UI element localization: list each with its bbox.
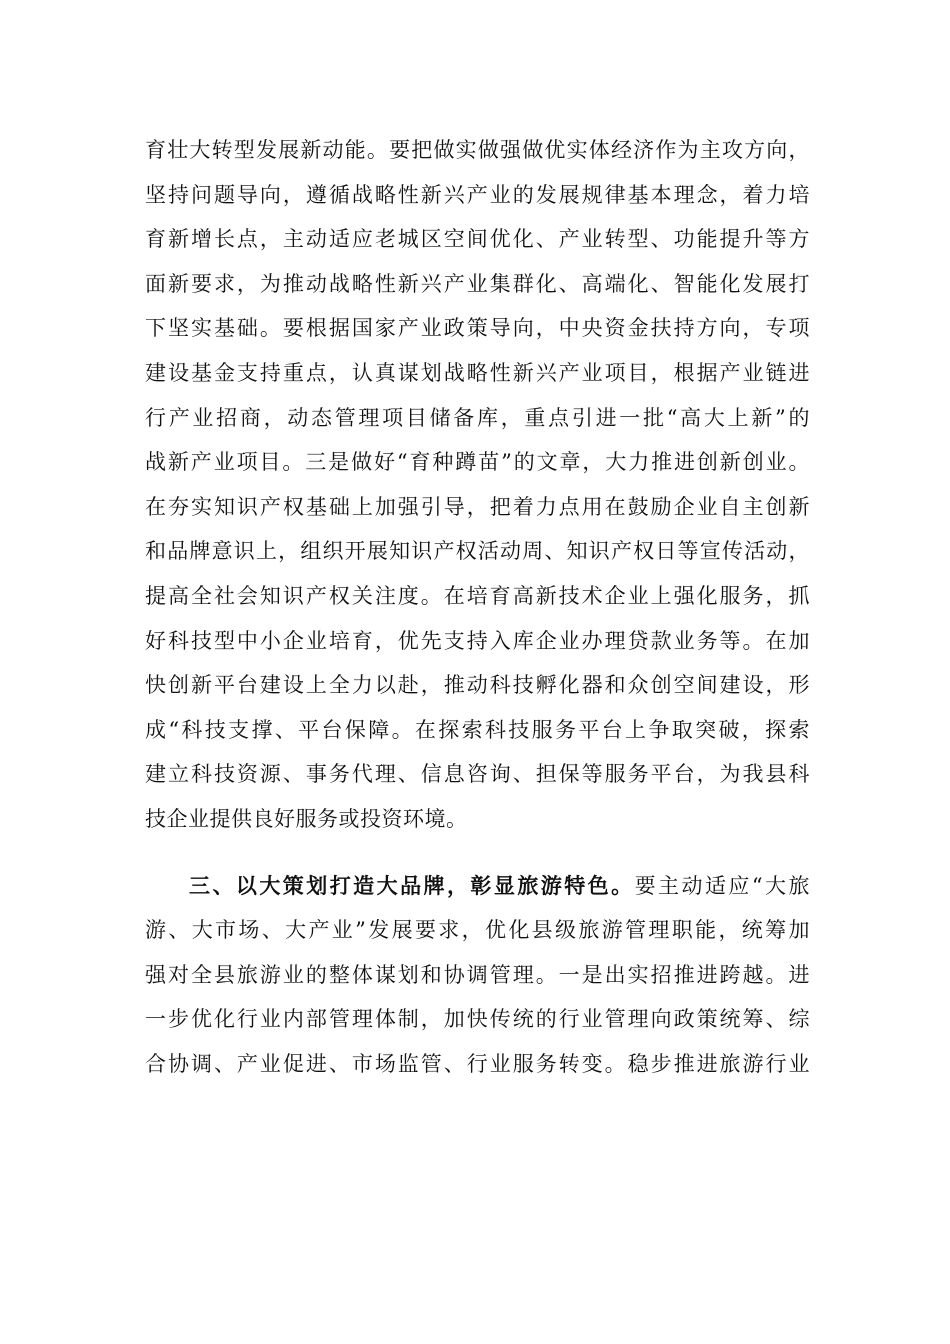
paragraph-line-rest: 要主动适应“大旅	[634, 873, 810, 898]
paragraph-line: 建设基金支持重点，认真谋划战略性新兴产业项目，根据产业链进	[145, 360, 810, 385]
paragraph-line: 提高全社会知识产权关注度。在培育高新技术企业上强化服务，抓	[145, 583, 810, 608]
paragraph-line: 好科技型中小企业培育，优先支持入库企业办理贷款业务等。在加	[145, 628, 810, 653]
paragraph-line: 育壮大转型发展新动能。要把做实做强做优实体经济作为主攻方向，	[145, 138, 810, 162]
document-body	[145, 128, 810, 1086]
paragraph-line: 一步优化行业内部管理体制，加快传统的行业管理向政策统筹、综	[145, 1007, 810, 1032]
paragraph-spacer	[145, 842, 810, 864]
paragraph-line: 面新要求，为推动战略性新兴产业集群化、高端化、智能化发展打	[145, 271, 810, 296]
paragraph-first-line	[145, 864, 810, 909]
paragraph-line: 行产业招商，动态管理项目储备库，重点引进一批“高大上新”的	[145, 405, 810, 430]
paragraph-line: 快创新平台建设上全力以赴，推动科技孵化器和众创空间建设，形	[145, 673, 810, 698]
paragraph-line: 合协调、产业促进、市场监管、行业服务转变。稳步推进旅游行业	[145, 1051, 810, 1076]
paragraph-line: 强对全县旅游业的整体谋划和协调管理。一是出实招推进跨越。进	[145, 962, 810, 987]
paragraph-line: 游、大市场、大产业”发展要求，优化县级旅游管理职能，统筹加	[145, 918, 810, 943]
paragraph-line: 下坚实基础。要根据国家产业政策导向，中央资金扶持方向，专项	[145, 316, 810, 341]
paragraph-line: 技企业提供良好服务或投资环境。	[145, 806, 468, 831]
paragraph-line: 育新增长点，主动适应老城区空间优化、产业转型、功能提升等方	[145, 227, 810, 252]
paragraph-line: 和品牌意识上，组织开展知识产权活动周、知识产权日等宣传活动，	[145, 539, 810, 564]
section-heading: 三、以大策划打造大品牌，彰显旅游特色。	[189, 872, 635, 898]
paragraph-line: 坚持问题导向，遵循战略性新兴产业的发展规律基本理念，着力培	[145, 182, 810, 207]
paragraph-line: 战新产业项目。三是做好“育种蹲苗”的文章，大力推进创新创业。	[145, 450, 810, 475]
paragraph-line: 成“科技支撑、平台保障。在探索科技服务平台上争取突破，探索	[145, 717, 810, 742]
paragraph-line: 在夯实知识产权基础上加强引导，把着力点用在鼓励企业自主创新	[145, 494, 810, 519]
paragraph-1	[145, 128, 810, 842]
paragraph-2	[145, 864, 810, 1087]
paragraph-line: 建立科技资源、事务代理、信息咨询、担保等服务平台，为我县科	[145, 762, 810, 787]
